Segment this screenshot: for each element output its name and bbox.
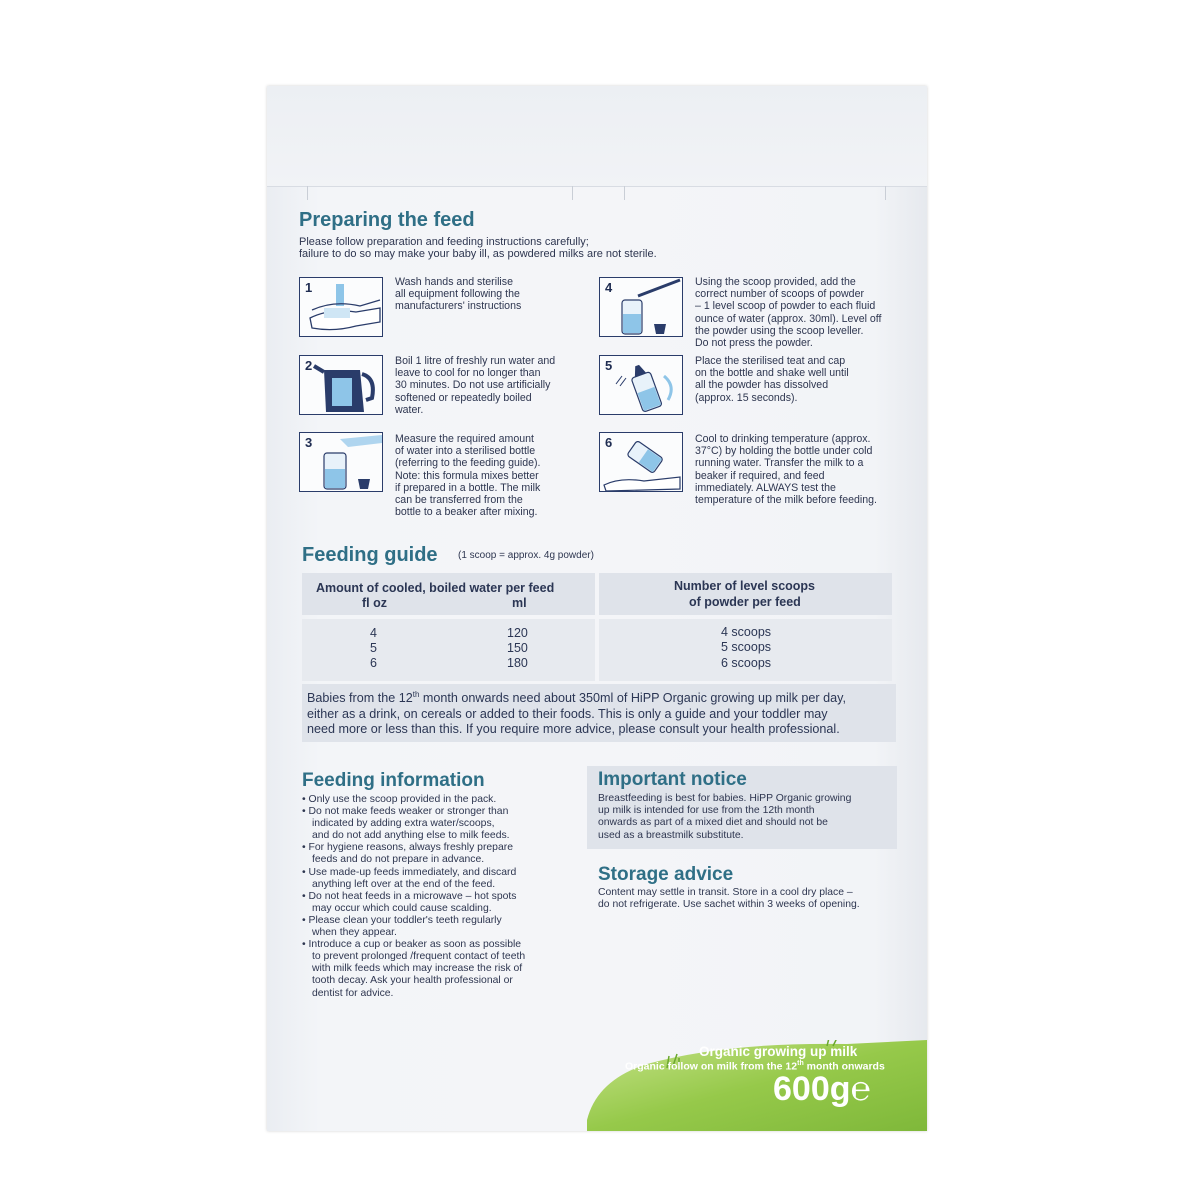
scoop-powder-icon [600,278,684,338]
pack-green-band [587,1040,927,1131]
step-line: all equipment following the [395,288,520,301]
step-line: Do not press the powder. [695,337,813,350]
step-line: water. [395,403,424,416]
flap-crease [572,186,573,200]
step-line: Boil 1 litre of freshly run water and [395,355,556,367]
step-1-illustration [299,277,383,337]
notice-line: used as a breastmilk substitute. [598,829,744,841]
preparing-title: Preparing the feed [299,209,475,231]
step-line: all the powder has dissolved [695,379,829,392]
note-line: either as a drink, on cereals or added to their foods. This is only a guide and your toddler may [307,706,828,721]
info-line: • Please clean your toddler's teeth regularly [302,914,502,926]
step-line: 37°C) by holding the bottle under cold [695,445,873,458]
step-line: 30 minutes. Do not use artificially [395,379,551,392]
step-line: leave to cool for no longer than [395,367,541,380]
info-line: dentist for advice. [312,987,394,999]
carton-top-flap [267,86,927,187]
step-line: Wash hands and sterilise [395,276,513,288]
note-line: need more or less than this. If you require more advice, please consult your health professional. [307,722,840,737]
preparing-intro [299,236,657,260]
header-floz: fl oz [362,596,387,610]
step-4-text [695,276,881,349]
step-5-text [695,355,849,404]
important-notice-title: Important notice [598,769,747,790]
row-ml: 180 [507,656,528,670]
info-line: • Introduce a cup or beaker as soon as possible [302,939,522,951]
storage-advice-title: Storage advice [598,864,734,885]
step-line: beaker if required, and feed [695,469,825,482]
info-line: • Do not make feeds weaker or stronger than [302,806,509,818]
step-line: on the bottle and shake well until [695,367,849,380]
info-line: • Only use the scoop provided in the pack. [302,794,497,805]
bottle-filling-icon [300,433,384,493]
important-notice-text [598,793,851,842]
intro-line: failure to do so may make your baby ill, as powdered milks are not sterile. [299,248,657,261]
step-line: ounce of water (approx. 30ml). Level off [695,312,882,325]
step-3-illustration [299,432,383,492]
info-line: may occur which could cause scalding. [312,902,492,914]
step-5-illustration [599,355,683,415]
step-line: (referring to the feeding guide). [395,457,541,470]
step-line: Measure the required amount [395,433,534,445]
row-ml: 150 [507,641,528,655]
row-scoops: 6 scoops [721,656,772,670]
row-scoops: 5 scoops [721,640,772,654]
estimated-sign-icon: ℮ [850,1070,871,1108]
feeding-info-list [302,794,525,1000]
step-2-text [395,355,555,416]
product-name: Organic growing up milk [699,1044,858,1059]
step-line: the powder using the scoop leveller. [695,324,864,337]
step-line: running water. Transfer the milk to a [695,457,864,470]
note-superscript: th [412,690,420,699]
subtitle-text: month onwards [803,1060,885,1073]
info-line: tooth decay. Ask your health professional or [312,975,513,987]
flap-crease [307,186,308,200]
step-number: 5 [605,358,613,373]
kettle-icon [300,356,384,416]
storage-line: do not refrigerate. Use sachet within 3 weeks of opening. [598,899,860,911]
step-line: manufacturers' instructions [395,300,522,313]
info-line: and do not add anything else to milk feeds. [312,830,510,842]
header-water-amount: Amount of cooled, boiled water per feed [316,581,555,595]
step-2-illustration [299,355,383,415]
shake-bottle-icon [600,356,684,416]
feeding-guide-note [302,684,896,742]
step-1-text [395,276,521,313]
note-text: Babies from the 12 [307,691,413,706]
step-number: 4 [605,280,613,295]
feeding-guide-subtitle: (1 scoop = approx. 4g powder) [458,550,594,561]
subtitle-text: Organic follow on milk from the 12 [625,1060,798,1073]
row-floz: 4 [370,626,377,640]
info-line: to prevent prolonged /frequent contact of teeth [312,951,526,963]
step-line: if prepared in a bottle. The milk [395,481,541,494]
row-scoops: 4 scoops [721,625,772,639]
header-scoops-2: of powder per feed [689,595,801,609]
subtitle-superscript: th [797,1060,804,1067]
feeding-table [302,573,892,681]
notice-line: Breastfeeding is best for babies. HiPP Organic growing [598,793,852,804]
info-line: • Do not heat feeds in a microwave – hot spots [302,890,517,902]
net-weight [773,1070,871,1109]
step-line: of water into a sterilised bottle [395,445,536,458]
notice-line: up milk is intended for use from the 12th month [598,805,815,817]
step-line: – 1 level scoop of powder to each fluid [695,300,876,313]
info-line: • Use made-up feeds immediately, and discard [302,866,517,878]
weight-value: 600g [773,1070,851,1108]
step-line: bottle to a beaker after mixing. [395,506,538,519]
info-line: indicated by adding extra water/scoops, [312,818,495,830]
step-line: temperature of the milk before feeding. [695,494,877,507]
step-line: softened or repeatedly boiled [395,391,532,404]
feeding-guide-title: Feeding guide [302,544,438,566]
feeding-info-title: Feeding information [302,770,485,791]
info-line: feeds and do not prepare in advance. [312,854,485,866]
note-line [307,687,891,707]
step-number: 6 [605,435,613,450]
step-line: Place the sterilised teat and cap [695,355,846,367]
table-body-water [302,619,595,681]
step-number: 2 [305,358,313,373]
intro-line: Please follow preparation and feeding instructions carefully; [299,236,589,248]
header-scoops-1: Number of level scoops [674,579,816,593]
step-4-illustration [599,277,683,337]
step-line: correct number of scoops of powder [695,288,864,301]
step-3-text [395,433,540,518]
row-floz: 6 [370,656,377,670]
flap-crease [885,186,886,200]
step-line: can be transferred from the [395,494,523,507]
info-line: • For hygiene reasons, always freshly prepare [302,842,513,854]
step-6-illustration [599,432,683,492]
info-line: with milk feeds which may increase the risk of [312,963,523,975]
step-number: 1 [305,280,313,295]
step-line: (approx. 15 seconds). [695,391,798,404]
storage-line: Content may settle in transit. Store in a cool dry place – [598,887,853,898]
info-line: when they appear. [312,927,397,939]
step-number: 3 [305,435,313,450]
step-line: Using the scoop provided, add the [695,276,856,288]
flap-crease [624,186,625,200]
header-ml: ml [512,596,527,610]
step-line: Note: this formula mixes better [395,469,539,482]
note-text: month onwards need about 350ml of HiPP Organic growing up milk per day, [419,691,846,706]
test-temperature-icon [600,433,684,493]
step-line: immediately. ALWAYS test the [695,481,836,494]
step-6-text [695,433,877,506]
storage-advice-text [598,887,860,911]
hand-washing-icon [300,278,384,338]
notice-line: onwards as part of a mixed diet and should not be [598,817,828,829]
row-floz: 5 [370,641,377,655]
step-line: Cool to drinking temperature (approx. [695,433,871,445]
row-ml: 120 [507,626,528,640]
info-line: anything left over at the end of the feed. [312,878,496,890]
